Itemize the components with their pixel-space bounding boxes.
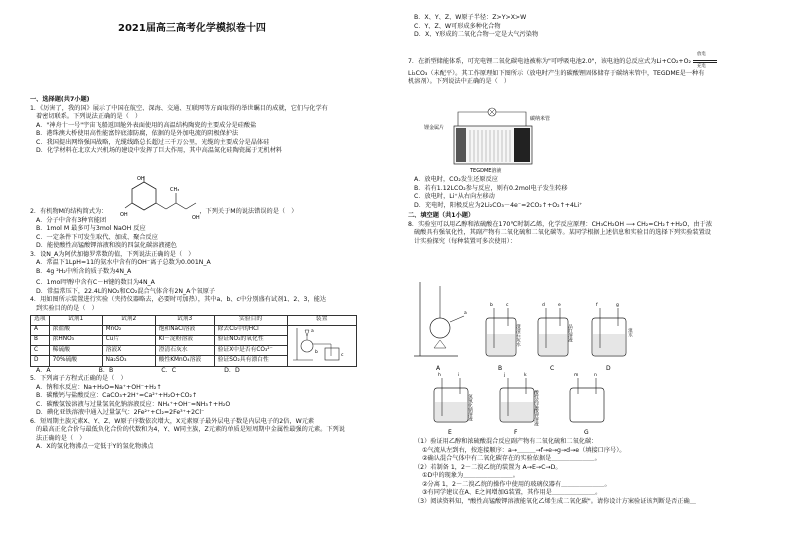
table-cell: 稀硫酸 — [49, 346, 102, 356]
table-cell: D — [31, 356, 50, 366]
q8-sub-line: ①气流从左到右，按连接顺序：a→＿＿＿→f→e→g→d→e（填接口序号）。 — [422, 446, 626, 454]
lithium-label: 锂金属片 — [424, 125, 445, 131]
apparatus-b — [486, 302, 521, 372]
q4-option-b: B．B — [98, 366, 114, 374]
table-row — [31, 325, 357, 335]
b-liquid-label: 澄清石灰水 — [515, 324, 521, 347]
q8-sub-line: （2）若制备 1，2－二溴乙烷的装置为 A→E→C→D。 — [414, 463, 562, 471]
table-cell: 酸性KMnO₄溶液 — [155, 356, 214, 366]
oh-label-top: OH — [137, 176, 145, 182]
q8-sub-line: （3）阅读资料知，"酸性高锰酸钾溶液能氧化乙烯生成二氧化碳"。请你设计方案验证该判断是否正确＿ — [414, 497, 696, 505]
apparatus-e — [434, 372, 473, 436]
q7-line: Li₂CO₃（未配平）。其工作原理如下图所示（放电时产生的碳酸锂固体储存于碳纳米管中，TEGDME是一种有 — [408, 69, 705, 77]
q2-stem: 2．有机物M的结构简式为： — [30, 208, 108, 215]
q4-stem-cont: 到实验目的的是（ ） — [36, 305, 98, 313]
q7-line: 7．在新型储能体系，可充电锂二氧化碳电池被称为"可呼吸电池2.0"，该电池的总反应式为Li+CO₂+O₂ — [408, 58, 691, 65]
q3-option-b: B．4g ²H₂中所含的质子数为4N_A — [36, 267, 132, 275]
port-n: n — [594, 373, 597, 378]
apparatus-d — [592, 302, 633, 372]
table-cell: 除去Cl₂中的HCl — [214, 325, 287, 335]
table-header: 试剂2 — [102, 315, 155, 325]
label-a: a — [310, 328, 314, 334]
q3-stem: 3．设N_A为阿伏加德罗常数的值，下列说法正确的是（ ） — [30, 250, 195, 258]
q5-option-b: B．碳酸钙与盐酸反应：CaCO₃+2H⁺=Ca²⁺+H₂O+CO₂↑ — [36, 392, 198, 400]
table-header-row — [31, 315, 357, 325]
apparatus-g — [570, 373, 604, 436]
q8-line: 8．实验室可以用乙醇和浓硫酸在170℃时制乙烯，化学反应原理：CH₃CH₂OH ⟶ CH₂=CH₂↑+H₂O，由于浓 — [408, 220, 713, 228]
q5-option-a: A．钠和水反应：Na+H₂O=Na⁺+OH⁻+H₂↑ — [36, 383, 162, 391]
table-cell: 浓HNO₃ — [49, 335, 102, 345]
table-cell: MnO₂ — [102, 325, 155, 335]
port-k: k — [524, 373, 527, 378]
table-cell: 浓盐酸 — [49, 325, 102, 335]
port-e: e — [558, 303, 561, 308]
q4-apparatus-figure — [291, 326, 349, 362]
q6-option-d: D．X、Y形成的二氧化合物一定是大气污染物 — [414, 31, 539, 39]
port-m: m — [574, 373, 579, 378]
page-title: 2021届高三高考化学模拟卷十四 — [118, 23, 266, 34]
label-G: G — [584, 429, 589, 436]
q8-sub-line: ①D中的现象为＿＿＿＿＿＿＿＿。 — [422, 472, 519, 480]
q8-sub-line: ③有同学建议在A、E之间增加G装置，其作用是＿＿＿＿＿＿＿。 — [422, 489, 602, 497]
q7-options — [408, 176, 780, 246]
q5-option-c: C．碳酸氢铵溶液与过量氢氧化钠溶液反应：NH₄⁺+OH⁻=NH₃↑+H₂O — [36, 400, 231, 408]
table-header: 试剂1 — [49, 315, 102, 325]
q7-line: 机溶剂）。下列说法中正确的是（ ） — [408, 78, 511, 86]
nanotube-label: 碳纳米管 — [530, 116, 551, 122]
section-two-heading: 二、填空题（共1小题） — [408, 212, 475, 220]
q3-option-d: D．常温常压下，22.4L的NO₂和CO₂混合气体含有2N_A个氧原子 — [36, 287, 216, 295]
q6-continued — [408, 14, 780, 40]
q6-line: 6．短周期主族元素X、Y、Z、W原子序数依次增大，X元素原子最外层电子数是内层电子的2倍，W元素 — [30, 417, 315, 425]
q2-option-a: A．分子中含有3种官能团 — [36, 216, 107, 224]
q1-option-d: D．化学材料在北京大兴机场的建设中发挥了巨大作用，其中高温氮化硅陶瓷属于无机材料 — [36, 147, 283, 155]
port-i: i — [458, 373, 460, 378]
label-b: b — [314, 349, 318, 355]
q8-sub-line: ②分离 1，2－二溴乙烷的操作中使用的玻璃仪器有＿＿＿＿＿＿＿。 — [422, 480, 611, 488]
q1-line: 1．《厉害了，我的国》展示了中国在航空、深海、交通、互联网等方面取得的举世瞩目的成就，它们与化学有 — [30, 104, 328, 112]
question-6 — [30, 418, 398, 452]
table-cell: 验证X中是否有CO₃²⁻ — [214, 346, 287, 356]
apparatus-c — [538, 302, 573, 372]
arrow-top-label: 放电 — [696, 52, 706, 57]
section-one — [30, 94, 398, 156]
label-c: c — [340, 352, 344, 358]
table-cell: 溶液X — [102, 346, 155, 356]
q3-option-c: C．1mol甲醇中含有C－H键的数目为4N_A — [36, 279, 155, 287]
q8-line: 计实验探究（每种装置可多次使用）： — [414, 237, 517, 245]
battery-figure — [424, 106, 554, 176]
apparatus-f — [500, 372, 539, 436]
table-cell: 饱和NaCl溶液 — [155, 325, 214, 335]
q8-subquestions — [408, 438, 780, 506]
q7-option-b: B．若有1.12LCO₂参与反应，则有0.2mol电子发生转移 — [414, 184, 568, 192]
q8-sub-line: ②确认混合气体中有二氧化碳存在的实验依据是＿＿＿＿＿＿＿。 — [422, 455, 601, 463]
table-cell: Cu片 — [102, 335, 155, 345]
q2-option-b: B．1mol M 最多可与3mol NaOH 反应 — [36, 225, 146, 233]
reagent-table — [30, 315, 357, 367]
label-F: F — [514, 429, 518, 436]
q2-stem-tail: ，下列关于M的说法错误的是（ ） — [199, 208, 298, 215]
q5-stem: 5．下列离子方程式正确的是（ ） — [30, 375, 127, 383]
table-cell: 验证NO₂的氧化性 — [214, 335, 287, 345]
q5-option-d: D．碘化亚铁溶液中通入过量氯气：2Fe²⁺+Cl₂=2Fe³⁺+2Cl⁻ — [36, 409, 205, 417]
q1-option-c: C．我国提出网络强国战略，光缆线路总长超过三千万公里，光缆的主要成分是晶体硅 — [36, 138, 270, 146]
f-liquid-label: 酸性高锰酸钾溶液 — [533, 390, 539, 426]
label-D: D — [606, 365, 611, 372]
question-5 — [30, 375, 398, 418]
q6-option-c: C．Y、Z、W可形成多种化合物 — [414, 22, 501, 30]
q6-option-b: B．X、Y、Z、W原子半径：Z>Y>X>W — [414, 14, 527, 21]
question-4 — [30, 296, 398, 375]
q1-option-b: B．港珠澳大桥使用高性能富锌底漆防腐，依据的是外加电流的阴极保护法 — [36, 130, 239, 138]
q4-option-d: D．D — [224, 366, 240, 374]
q2-option-d: D．能使酸性高锰酸钾溶液和溴的四氯化碳溶液褪色 — [36, 242, 177, 250]
q7-option-c: C．放电时，Li⁺从右向左移动 — [414, 193, 495, 201]
apparatus-cell — [287, 325, 356, 366]
apparatus-a — [414, 282, 467, 372]
port-c: c — [506, 303, 509, 308]
question-1 — [30, 105, 398, 156]
table-header: 装置 — [287, 315, 356, 325]
q6-option-a: A．X的氢化物沸点一定低于Y的氢化物沸点 — [36, 443, 154, 451]
apparatus-figure — [414, 278, 744, 438]
table-cell: 澄清石灰水 — [155, 346, 214, 356]
q7-option-a: A．放电时，CO₂发生还原反应 — [414, 176, 498, 183]
q1-line: 着密切联系。下列说法正确的是（ ） — [36, 113, 142, 121]
label-E: E — [448, 429, 452, 436]
port-g: g — [616, 303, 619, 308]
table-cell: 验证SO₂具有漂白性 — [214, 356, 287, 366]
q8-sub-line: （1）验证用乙醇和浓硫酸混合反应副产物有二氧化硫和二氧化碳： — [414, 438, 598, 445]
d-liquid-label: 溴水 — [627, 328, 633, 337]
table-header: 选项 — [31, 315, 50, 325]
port-b: b — [490, 303, 493, 308]
table-cell: Na₂SO₃ — [102, 356, 155, 366]
q1-option-a: A．"神舟十一号"宇宙飞船返回舱外表面使用的高温结构陶瓷的主要成分是硅酸盐 — [36, 121, 257, 129]
q4-options — [30, 367, 398, 376]
e-liquid-label: 氢氧化钠溶液 — [467, 394, 473, 421]
q6-line: 的最高正化合价与最低负化合价的代数和为4，Y、W同主族，Z元素的单质是短周期中金属性最强的元素。下列说 — [36, 426, 345, 434]
table-cell: C — [31, 346, 50, 356]
q4-option-c: C．C — [161, 366, 177, 374]
arrow-bottom-label: 充电 — [696, 64, 706, 69]
table-cell: A — [31, 325, 50, 335]
label-B: B — [498, 365, 503, 372]
c-liquid-label: 品红溶液 — [567, 324, 573, 342]
q4-option-a: A．A — [36, 366, 51, 374]
question-3 — [30, 251, 398, 297]
port-j: j — [504, 373, 506, 378]
label-A: A — [436, 365, 441, 372]
port-d: d — [542, 303, 545, 308]
q6-line: 法正确的是（ ） — [36, 434, 86, 442]
port-f: f — [596, 303, 598, 308]
table-header: 试剂3 — [155, 315, 214, 325]
q4-stem: 4．用如图所示装置进行实验（夹持仪器略去，必要时可加热），其中a、b、c中分别盛有试剂1、2、3，能达 — [30, 296, 327, 304]
ch3-label: CH₃ — [170, 187, 180, 193]
port-h: h — [438, 373, 441, 378]
oh-label-left: OH — [120, 212, 128, 218]
table-cell: KI－淀粉溶液 — [155, 335, 214, 345]
q8-line: 硫酸具有强氧化性，其副产物有二氧化硫和二氧化碳等。某同学根据上述信息和实验目的选择下列实验装置设 — [414, 229, 711, 237]
electrolyte-label: TEGDME溶液 — [470, 168, 502, 174]
table-header: 实验目的 — [214, 315, 287, 325]
q2-option-c: C．一定条件下可发生取代、加成、聚合反应 — [36, 233, 158, 241]
table-cell: B — [31, 335, 50, 345]
q7-option-d: D．充电时，阳极反应为2Li₂CO₃－4e⁻=2CO₂↑+O₂↑+4Li⁺ — [414, 201, 583, 209]
reversible-arrow — [693, 52, 719, 69]
question-2 — [30, 208, 398, 452]
table-cell: 70%硫酸 — [49, 356, 102, 366]
label-C: C — [550, 365, 555, 372]
question-7 — [408, 52, 780, 87]
port-a: a — [464, 311, 467, 316]
section-one-heading: 一、选择题(共7小题) — [30, 96, 90, 103]
q3-option-a: A．常温下1LpH=11的氨水中含有的OH⁻离子总数为0.001N_A — [36, 259, 211, 267]
oh-label-right: OH — [192, 215, 200, 221]
